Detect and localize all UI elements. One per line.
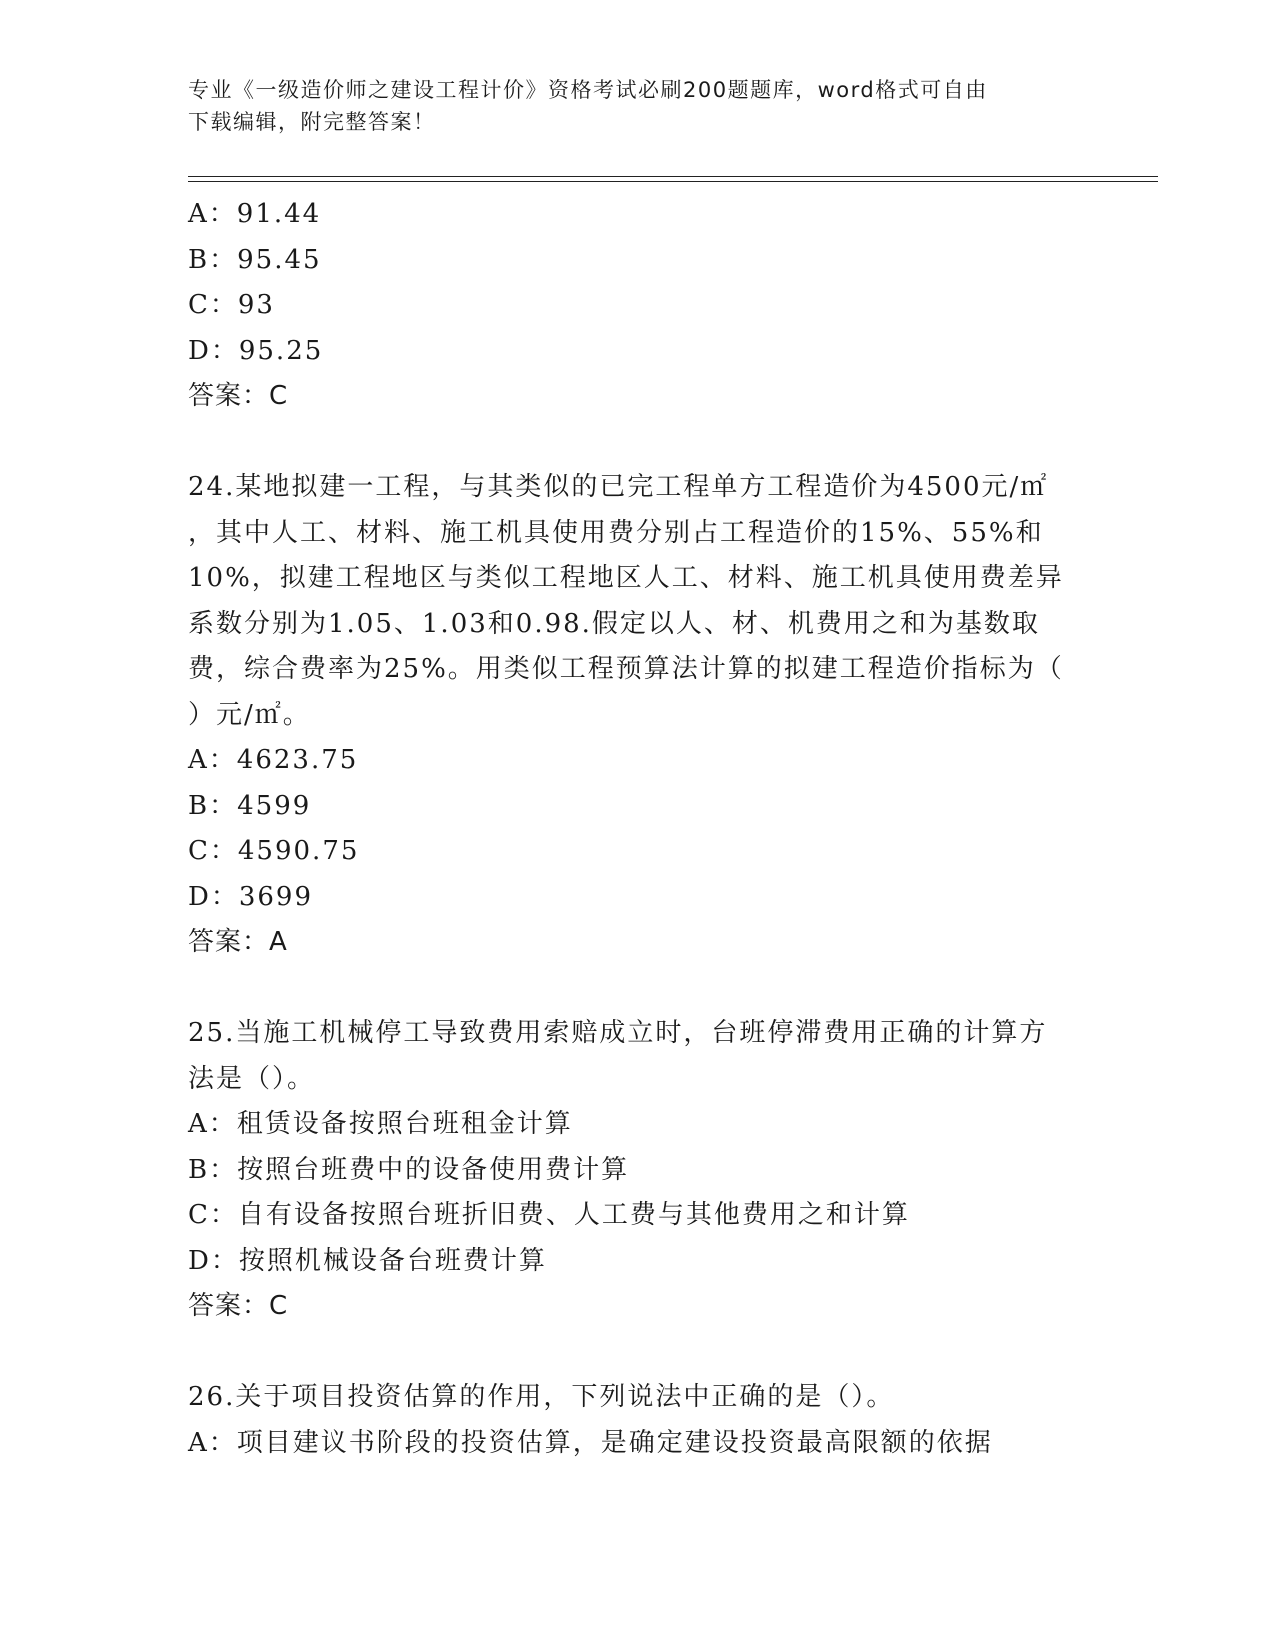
question-23 xyxy=(188,192,1088,420)
spacer xyxy=(188,966,1088,1012)
option-b: B：95.45 xyxy=(188,244,322,275)
option-d: D：95.25 xyxy=(188,335,324,366)
question-content xyxy=(188,192,1088,1466)
header-divider-top xyxy=(188,176,1158,177)
answer: 答案：C xyxy=(188,1291,289,1321)
header-line-2: 下载编辑，附完整答案！ xyxy=(188,110,436,134)
question-stem-line: ）元/㎡。 xyxy=(188,699,311,730)
option-a: A：租赁设备按照台班租金计算 xyxy=(188,1109,573,1139)
option-b: B：4599 xyxy=(188,790,312,821)
answer: 答案：A xyxy=(188,927,288,957)
spacer xyxy=(188,1330,1088,1376)
answer: 答案：C xyxy=(188,381,289,411)
question-stem-line: ，其中人工、材料、施工机具使用费分别占工程造价的15%、55%和 xyxy=(188,517,1044,548)
question-stem-line: 法是（）。 xyxy=(188,1063,316,1094)
spacer xyxy=(188,420,1088,466)
option-a: A：项目建议书阶段的投资估算，是确定建设投资最高限额的依据 xyxy=(188,1427,993,1458)
option-d: D：按照机械设备台班费计算 xyxy=(188,1245,547,1276)
option-a: A：4623.75 xyxy=(188,745,359,775)
question-25 xyxy=(188,1011,1088,1330)
question-26 xyxy=(188,1375,1088,1466)
question-stem-line: 24.某地拟建一工程，与其类似的已完工程单方工程造价为4500元/㎡ xyxy=(188,472,1049,502)
option-c: C：4590.75 xyxy=(188,836,360,866)
header-divider-bottom xyxy=(188,181,1158,182)
question-stem-line: 费，综合费率为25%。用类似工程预算法计算的拟建工程造价指标为（ xyxy=(188,654,1064,684)
option-c: C：93 xyxy=(188,290,275,320)
question-24 xyxy=(188,465,1088,966)
option-c: C：自有设备按照台班折旧费、人工费与其他费用之和计算 xyxy=(188,1200,910,1230)
option-b: B：按照台班费中的设备使用费计算 xyxy=(188,1154,630,1185)
option-d: D：3699 xyxy=(188,881,314,912)
question-stem-line: 26.关于项目投资估算的作用，下列说法中正确的是（）。 xyxy=(188,1382,895,1412)
question-stem-line: 25.当施工机械停工导致费用索赔成立时，台班停滞费用正确的计算方 xyxy=(188,1018,1048,1048)
question-stem-line: 10%，拟建工程地区与类似工程地区人工、材料、施工机具使用费差异 xyxy=(188,563,1064,593)
option-a: A：91.44 xyxy=(188,199,322,229)
document-header xyxy=(188,74,1088,138)
question-stem-line: 系数分别为1.05、1.03和0.98.假定以人、材、机费用之和为基数取 xyxy=(188,608,1040,639)
header-line-1: 专业《一级造价师之建设工程计价》资格考试必刷200题题库，word格式可自由 xyxy=(188,78,988,102)
